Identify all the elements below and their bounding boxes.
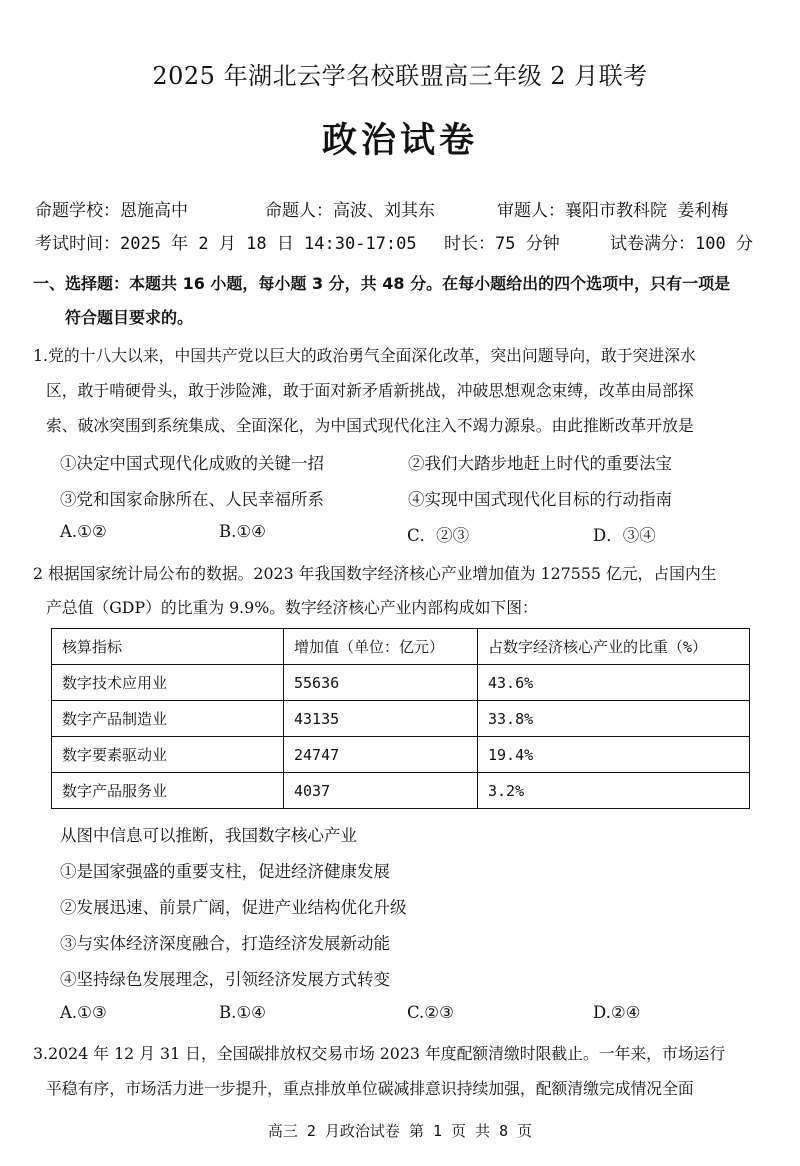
q2-stem-line2: 产总值（GDP）的比重为 9.9%。数字经济核心产业内部构成如下图： xyxy=(46,598,538,617)
section-heading-line1: 一、选择题：本题共 16 小题，每小题 3 分，共 48 分。在每小题给出的四个选项中，只有一项是 xyxy=(33,274,731,293)
q2-statement-2: ②发展迅速、前景广阔，促进产业结构优化升级 xyxy=(60,898,407,917)
q2-lead: 从图中信息可以推断，我国数字核心产业 xyxy=(60,826,357,845)
q2-option-a[interactable]: A.①③ xyxy=(60,1003,107,1022)
q2-statement-3: ③与实体经济深度融合，打造经济发展新动能 xyxy=(60,934,390,953)
q1-option-c[interactable]: C．②③ xyxy=(407,526,470,545)
meta-school: 命题学校：恩施高中 xyxy=(35,201,188,221)
q1-stem-line3: 索、破冰突围到系统集成、全面深化，为中国式现代化注入不竭力源泉。由此推断改革开放是 xyxy=(46,416,694,435)
q1-option-b[interactable]: B.①④ xyxy=(219,522,266,541)
exam-title: 2025 年湖北云学名校联盟高三年级 2 月联考 xyxy=(152,62,648,90)
q1-stem-line1: 1.党的十八大以来，中国共产党以巨大的政治勇气全面深化改革，突出问题导向，敢于突进深水 xyxy=(33,346,696,365)
table-cell: 43.6% xyxy=(478,665,750,701)
table-cell: 数字要素驱动业 xyxy=(52,737,284,773)
table-header-cell: 增加值（单位：亿元） xyxy=(284,629,478,665)
table-header-row xyxy=(52,629,750,665)
q2-stem-line1: 2 根据国家统计局公布的数据。2023 年我国数字经济核心产业增加值为 127555 亿元，占国内生 xyxy=(33,564,717,583)
table-cell: 数字产品制造业 xyxy=(52,701,284,737)
table-row xyxy=(52,701,750,737)
table-cell: 数字产品服务业 xyxy=(52,773,284,809)
table-row xyxy=(52,737,750,773)
table-cell: 数字技术应用业 xyxy=(52,665,284,701)
q1-stem-line2: 区，敢于啃硬骨头，敢于涉险滩，敢于面对新矛盾新挑战，冲破思想观念束缚，改革由局部探 xyxy=(46,381,694,400)
q2-option-b[interactable]: B.①④ xyxy=(219,1003,266,1022)
q3-stem-line2: 平稳有序，市场活力进一步提升，重点排放单位碳减排意识持续加强，配额清缴完成情况全面 xyxy=(46,1079,694,1098)
q1-option-d[interactable]: D．③④ xyxy=(593,526,656,545)
q2-option-d[interactable]: D.②④ xyxy=(593,1003,641,1022)
meta-time: 考试时间：2025 年 2 月 18 日 14:30-17:05 xyxy=(35,234,417,254)
industry-composition-table xyxy=(51,628,750,809)
table-cell: 55636 xyxy=(284,665,478,701)
meta-duration: 时长：75 分钟 xyxy=(444,234,560,254)
page-footer: 高三 2 月政治试卷 第 1 页 共 8 页 xyxy=(267,1122,533,1140)
table-row xyxy=(52,773,750,809)
q1-statement-2: ②我们大踏步地赶上时代的重要法宝 xyxy=(408,454,672,473)
table-cell: 43135 xyxy=(284,701,478,737)
table-row xyxy=(52,665,750,701)
q1-statement-4: ④实现中国式现代化目标的行动指南 xyxy=(408,490,672,509)
meta-score: 试卷满分：100 分 xyxy=(610,234,753,254)
meta-reviewer: 审题人：襄阳市教科院 姜利梅 xyxy=(497,201,729,221)
q3-stem-line1: 3.2024 年 12 月 31 日，全国碳排放权交易市场 2023 年度配额清缴时限截止。一年来，市场运行 xyxy=(33,1044,726,1063)
table-header-cell: 占数字经济核心产业的比重（%） xyxy=(478,629,750,665)
table-header-cell: 核算指标 xyxy=(52,629,284,665)
q2-statement-4: ④坚持绿色发展理念，引领经济发展方式转变 xyxy=(60,970,390,989)
subject-title: 政治试卷 xyxy=(321,121,478,161)
meta-author: 命题人：高波、刘其东 xyxy=(265,201,435,221)
q1-option-a[interactable]: A.①② xyxy=(60,522,107,541)
q1-statement-3: ③党和国家命脉所在、人民幸福所系 xyxy=(60,490,324,509)
q1-statement-1: ①决定中国式现代化成败的关键一招 xyxy=(60,454,324,473)
table-cell: 24747 xyxy=(284,737,478,773)
q2-option-c[interactable]: C.②③ xyxy=(407,1003,454,1022)
section-heading-line2: 符合题目要求的。 xyxy=(65,308,194,327)
table-cell: 19.4% xyxy=(478,737,750,773)
table-cell: 33.8% xyxy=(478,701,750,737)
q2-statement-1: ①是国家强盛的重要支柱，促进经济健康发展 xyxy=(60,862,390,881)
table-cell: 4037 xyxy=(284,773,478,809)
table-cell: 3.2% xyxy=(478,773,750,809)
